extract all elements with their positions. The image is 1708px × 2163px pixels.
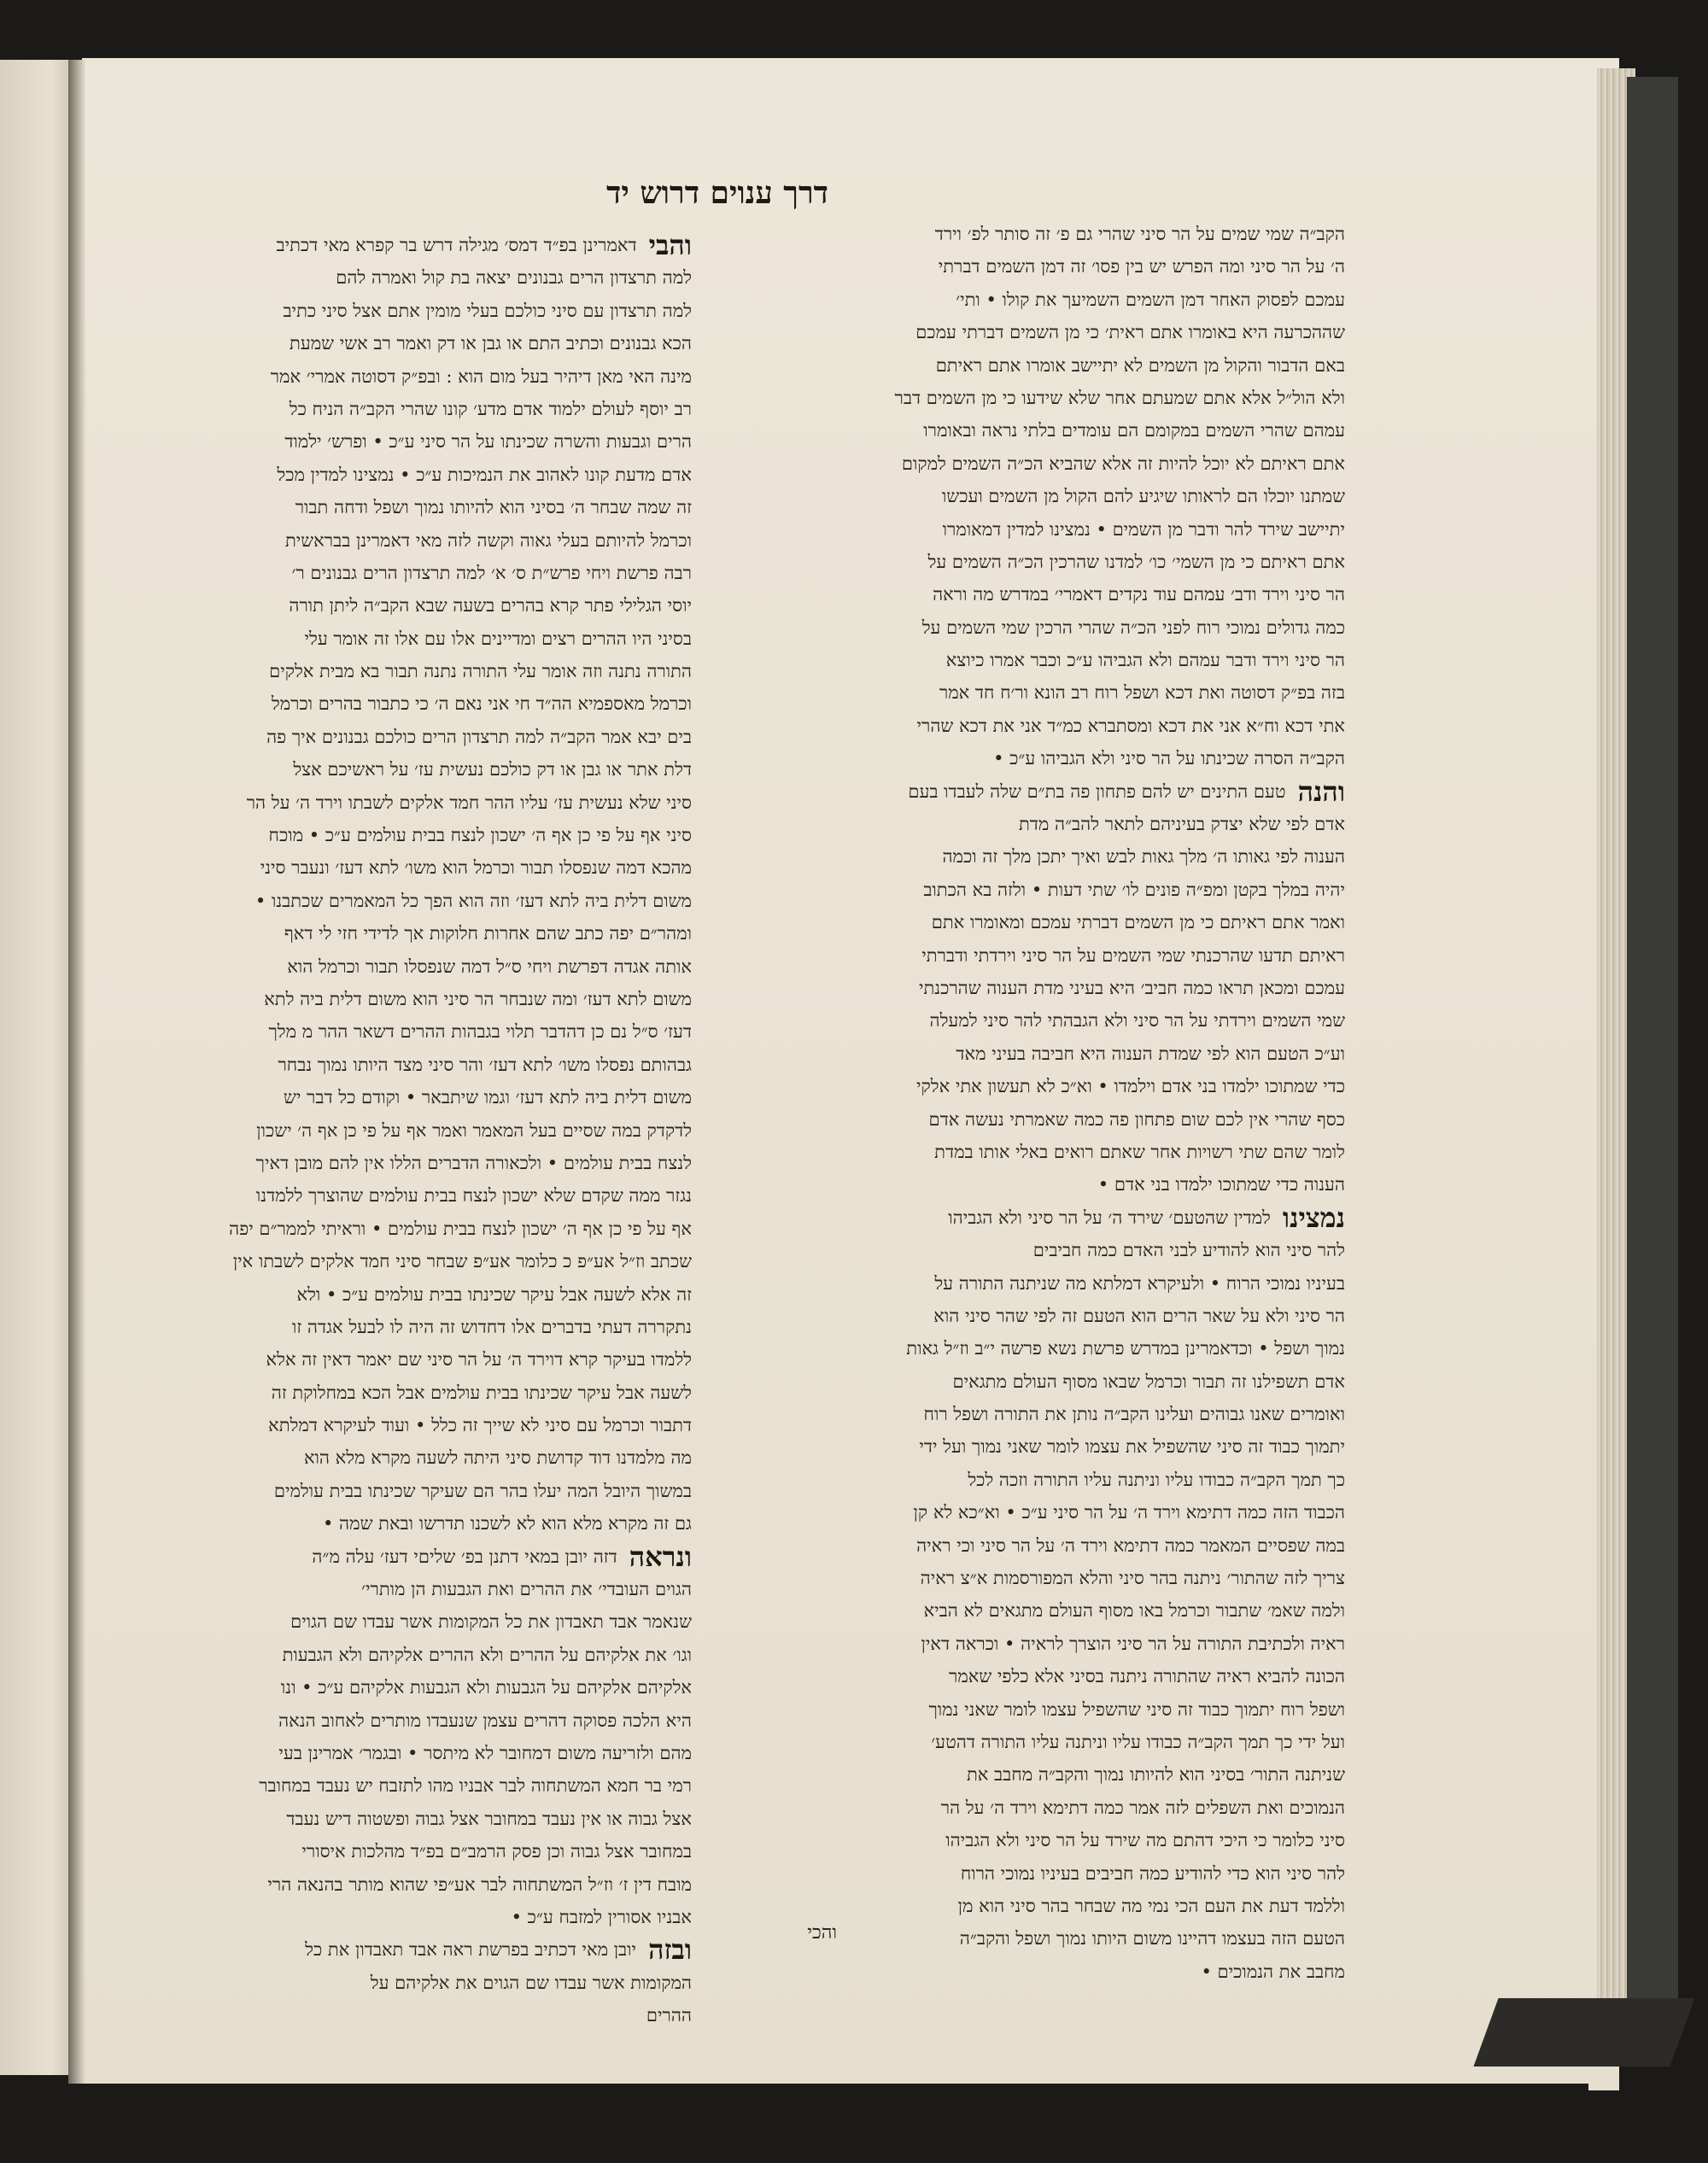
line-text: שנאמר אבד תאבדון את כל המקומות אשר עבדו שם הגוים xyxy=(290,1611,692,1633)
text-line xyxy=(730,742,1345,775)
line-text: אדם לפי שלא יצדק בעיניהם לתאר להב״ה מדת xyxy=(1018,814,1345,835)
line-text: וע״כ הטעם הוא לפי שמדת הענוה היא חביבה בעיני מאד xyxy=(956,1043,1345,1064)
line-text: בזה בפ״ק דסוטה ואת דכא ושפל רוח רב הונא ור׳ח חד אמר xyxy=(939,682,1345,704)
line-text: עמכם לפסוק האחר דמן השמים השמיעך את קולו • ותי׳ xyxy=(956,289,1345,310)
line-text: כמה גדולים נמוכי רוח לפני הכ״ה שהרי הרכין שמי השמים על xyxy=(921,617,1345,638)
line-text: להר סיני הוא להודיע לבני האדם כמה חביבים xyxy=(1032,1240,1345,1261)
book-binding-corner xyxy=(1473,1998,1694,2067)
line-text: אתם ראיתם לא יוכל להיות זה אלא שהביא הכ״ה השמים למקום xyxy=(901,453,1345,474)
text-line xyxy=(137,1311,692,1343)
line-text: מהכא דמה שנפסלו תבור וכרמל הוא משו׳ לתא דעז׳ ונעבר סיני xyxy=(260,857,692,879)
line-text: ולא הול״ל אלא אתם שמעתם אחר שלא שידעו כי מן השמים דבר xyxy=(894,387,1345,408)
line-text: מה מלמדנו דוד קדושת סיני היתה לשעה מקרא מלא הוא xyxy=(303,1447,692,1469)
text-line xyxy=(730,1168,1345,1201)
text-line xyxy=(730,710,1345,742)
text-line xyxy=(137,721,692,753)
text-line xyxy=(730,1693,1345,1726)
line-text: וכרמל להיותם בעלי גאוה וקשה לזה מאי דאמרינן בבראשית xyxy=(284,529,692,551)
text-line xyxy=(137,1409,692,1441)
text-line xyxy=(730,1726,1345,1758)
text-line xyxy=(730,1955,1345,1988)
text-line xyxy=(730,906,1345,938)
text-line xyxy=(730,480,1345,512)
line-text: וללמד דעת את העם הכי נמי מה שבחר בהר סיני הוא מן xyxy=(957,1895,1345,1916)
text-line xyxy=(730,349,1345,382)
line-text: וגו׳ את אלקיהם על ההרים ולא ההרים אלקיהם ולא הגבעות xyxy=(282,1644,692,1665)
line-text: אתם ראיתם כי מן השמי׳ כו׳ למדנו שהרכין הכ״ה השמים על xyxy=(927,551,1345,572)
text-line xyxy=(730,1430,1345,1463)
line-text: בים יבא אמר הקב״ה למה תרצדון הרים כולכם גבנונים איך פה xyxy=(266,726,692,747)
text-line xyxy=(137,1639,692,1671)
line-text: ה׳ על הר סיני ומה הפרש יש בין פסו׳ זה דמן השמים דברתי xyxy=(938,256,1345,278)
text-line xyxy=(730,1332,1345,1365)
text-line xyxy=(730,1594,1345,1627)
text-line xyxy=(137,851,692,884)
line-text: מהם ולזריעה משום דמחובר לא מיתסר • ובגמר׳ אמרינן בעי xyxy=(278,1742,692,1763)
line-text: למדין שהטעם׳ שירד ה׳ על הר סיני ולא הגביהו xyxy=(948,1207,1271,1228)
text-line xyxy=(137,1245,692,1277)
text-line xyxy=(730,1562,1345,1594)
line-text: מינה האי מאן דיהיר בעל מום הוא : ובפ״ק דסוטה אמרי׳ אמר xyxy=(270,365,692,387)
line-text: אדם מדעת קונו לאהוב את הנמיכות ע״כ • נמצינו למדין מכל xyxy=(277,464,692,485)
text-line xyxy=(137,1540,692,1573)
text-line xyxy=(730,874,1345,906)
text-line xyxy=(137,1835,692,1868)
text-line xyxy=(730,1496,1345,1529)
text-line xyxy=(137,623,692,655)
text-line xyxy=(730,1824,1345,1856)
text-line xyxy=(137,1114,692,1147)
text-line xyxy=(137,1671,692,1704)
line-text: סיני שלא נעשית עז׳ עליו ההר חמד אלקים לשבתו וירד ה׳ על הר xyxy=(246,792,692,813)
text-line xyxy=(137,655,692,687)
text-line xyxy=(730,1038,1345,1070)
text-line xyxy=(137,327,692,360)
line-text: במשוך היובל המה יעלו בהר הם שעיקר שכינתו בבית עולמים xyxy=(273,1480,692,1501)
line-text: בעיניו נמוכי הרוח • ולעיקרא דמלתא מה שניתנה התורה על xyxy=(934,1272,1345,1294)
line-text: שכתב וז״ל אע״פ כ כלומר אע״פ שבחר סיני חמד אלקים לשבתו אין xyxy=(232,1251,692,1272)
text-line xyxy=(730,808,1345,840)
line-text: במחובר אצל גבוה וכן פסק הרמב״ם בפ״ד מהלכות איסורי xyxy=(301,1841,692,1862)
line-text: משום דלית ביה לתא דעז׳ וזה הוא הפך כל המאמרים שכתבנו • xyxy=(254,890,692,911)
line-text: זה אלא לשעה אבל עיקר שכינתו בבית עולמים ע״כ • ולא xyxy=(296,1283,692,1305)
line-text: הר סיני וירד ודב׳ עמהם עוד נקדים דאמרי׳ במדרש מה וראה xyxy=(933,584,1345,605)
text-line xyxy=(730,578,1345,611)
text-line xyxy=(137,1605,692,1638)
text-line xyxy=(137,1475,692,1507)
line-text: יתיישב שירד להר ודבר מן השמים • נמצינו למדין דמאומרו xyxy=(942,518,1345,540)
text-line xyxy=(730,1758,1345,1791)
line-text: אבניו אסורין למזבח ע״כ • xyxy=(511,1906,692,1927)
line-text: רמי בר חמא המשתחוה לבר אבניו מהו לתזבח יש נעבד במחובר xyxy=(259,1775,692,1797)
paragraph-opener: ובזה xyxy=(648,1933,692,1967)
text-line xyxy=(730,644,1345,676)
text-line xyxy=(730,1857,1345,1890)
line-text: הר סיני וירד ודבר עמהם ולא הגביהו ע״כ וכבר אמרו כיוצא xyxy=(945,650,1345,671)
line-text: בסיני היו ההרים רצים ומדיינים אלו עם אלו זה אומר עלי xyxy=(304,628,692,649)
text-line xyxy=(137,1901,692,1933)
text-line xyxy=(137,1704,692,1737)
line-text: אלקיהם אלקיהם על הגבעות ולא הגבעות אלקיהם ע״כ • ונו xyxy=(280,1677,692,1698)
text-line xyxy=(137,1769,692,1802)
page-gutter xyxy=(68,60,85,2084)
text-line xyxy=(137,1868,692,1901)
text-line xyxy=(137,229,692,261)
line-text: הכא גבנונים וכתיב התם או גבן או דק ואמר רב אשי שמעת xyxy=(290,333,692,354)
text-line xyxy=(137,1147,692,1179)
text-line xyxy=(730,1660,1345,1692)
text-line xyxy=(730,939,1345,972)
text-line xyxy=(730,676,1345,709)
text-line xyxy=(730,1529,1345,1562)
catchword: והכי xyxy=(807,1922,837,1944)
line-text: ללמדו בעיקר קרא דוירד ה׳ על הר סיני שם יאמר דאין זה אלא xyxy=(266,1349,692,1371)
line-text: עמכם ומכאן תראו כמה חביב׳ היא בעיני מדת הענוה שהרכנתי xyxy=(918,977,1345,998)
text-line xyxy=(730,1267,1345,1300)
text-line xyxy=(137,393,692,425)
text-line xyxy=(730,1103,1345,1136)
line-text: ואומרים שאנו גבוהים ועלינו הקב״ה נותן את התורה ושפל רוח xyxy=(923,1404,1345,1425)
line-text: דלת אתר או גבן או דק כולכם נעשית עז׳ על ראשיכם אצל xyxy=(293,759,692,780)
line-text: יוסי הגלילי פתר קרא בהרים בשעה שבא הקב״ה ליתן תורה xyxy=(289,595,692,617)
text-line xyxy=(730,1070,1345,1102)
text-line xyxy=(137,1377,692,1409)
text-line xyxy=(137,1015,692,1048)
text-line xyxy=(730,250,1345,283)
line-text: הטעם הזה בעצמו דהיינו משום היותו נמוך ושפל והקב״ה xyxy=(959,1928,1345,1950)
line-text: רב יוסף לעולם ילמוד אדם מדע׳ קונו שהרי הקב״ה הניח כל xyxy=(289,398,692,419)
line-text: משום לתא דעז׳ ומה שנבחר הר סיני הוא משום דלית ביה לתא xyxy=(264,988,692,1009)
text-line xyxy=(730,1136,1345,1168)
line-text: למה תרצדון עם סיני כולכם בעלי מומין אתם אצל סיני כתיב xyxy=(283,300,692,321)
line-text: עמהם שהרי השמים במקומם הם עומדים בלתי נראה ובאומרו xyxy=(923,420,1345,441)
text-line xyxy=(730,611,1345,644)
line-text: נתקררה דעתי בדברים אלו דחדוש זה היה לו לבעל אגדה זו xyxy=(292,1316,692,1337)
text-line xyxy=(730,1201,1345,1234)
text-line xyxy=(730,414,1345,447)
text-line xyxy=(730,1300,1345,1332)
line-text: לשעה אבל עיקר שכינתו בבית עולמים אבל הכא במחלוקת זה xyxy=(271,1382,692,1403)
line-text: יתמוך כבוד זה סיני שהשפיל את עצמו לומר שאני נמוך ועל ידי xyxy=(919,1436,1345,1458)
text-line xyxy=(137,459,692,491)
line-text: הר סיני ולא על שאר הרים הוא הטעם זה לפי שהר סיני הוא xyxy=(933,1305,1345,1326)
running-head: דרך ענוים דרוש יד xyxy=(606,175,828,211)
book-binding xyxy=(1627,77,1678,2041)
text-line xyxy=(137,819,692,851)
line-text: גם זה מקרא מלא הוא לא לשכנו תדרשו ובאת שמה • xyxy=(323,1513,692,1535)
text-line xyxy=(137,1967,692,1999)
text-line xyxy=(137,1081,692,1114)
text-line xyxy=(730,972,1345,1004)
text-line xyxy=(137,1999,692,2031)
paragraph-opener: והנה xyxy=(1297,775,1345,808)
text-line xyxy=(137,983,692,1015)
line-text: הקב״ה הסרה שכינתו על הר סיני ולא הגביהו ע״כ • xyxy=(993,748,1345,769)
left-column xyxy=(137,229,692,2031)
line-text: ושפל רוח יתמוך כבוד זה סיני שהשפיל עצמו לומר שאני נמוך xyxy=(928,1698,1345,1720)
text-line xyxy=(137,425,692,458)
line-text: דאמרינן בפ״ד דמס׳ מגילה דרש בר קפרא מאי דכתיב xyxy=(276,235,637,255)
text-line xyxy=(137,1049,692,1081)
line-text: לומר שהם שתי רשויות אחר שאתם רואים באלי אותו במדת xyxy=(934,1141,1345,1162)
text-line xyxy=(137,1213,692,1245)
line-text: דתבור וכרמל עם סיני לא שייך זה כלל • ועוד לעיקרא דמלתא xyxy=(268,1415,692,1436)
line-text: זה שמה שבחר ה׳ בסיני הוא להיותו נמוך ושפל ודחה תבור xyxy=(295,497,692,518)
line-text: יובן מאי דכתיב בפרשת ראה אבד תאבדון את כל xyxy=(305,1939,637,1961)
line-text: הנמוכים ואת השפלים לזה אמר כמה דתימא וירד ה׳ על הר xyxy=(940,1797,1345,1818)
line-text: ומהר״ם יפה כתב שהם אחרות חלוקות אך לדידי חזי לי דאף xyxy=(284,923,692,944)
line-text: וכרמל מאספמיא הה״ד חי אני נאם ה׳ כי כתבור בהרים וכרמל xyxy=(271,693,692,715)
text-line xyxy=(730,775,1345,808)
line-text: למה תרצדון הרים גבנונים יצאה בת קול ואמרה להם xyxy=(336,267,692,289)
line-text: היא הלכה פסוקה דהרים עצמן שנעבדו מותרים לאחוב הנאה xyxy=(278,1710,692,1731)
text-line xyxy=(137,295,692,327)
line-text: אתי דכא וח״א אני את דכא ומסתברא כמ״ד אני את דכא שהרי xyxy=(916,715,1345,736)
text-line xyxy=(730,1004,1345,1037)
line-text: להר סיני הוא כדי להודיע כמה חביבים בעיניו נמוכי הרוח xyxy=(960,1862,1345,1884)
text-line xyxy=(137,885,692,917)
line-text: ההרים xyxy=(646,2005,692,2026)
line-text: סיני כלומר כי היכי דהתם מה שירד על הר סיני ולא הגביהו xyxy=(945,1830,1345,1851)
line-text: הכבוד הזה כמה דתימא וירד ה׳ על הר סיני ע״כ • וא״כא לא קן xyxy=(913,1502,1345,1523)
left-page-fragment xyxy=(0,60,73,2075)
text-line xyxy=(137,589,692,622)
line-text: נמוך ושפל • וכדאמרינן במדרש פרשת נשא פרשה י״ב וז״ל גאות xyxy=(906,1338,1345,1359)
line-text: שניתנה התור׳ בסיני הוא להיותו נמוך והקב״ה מחבב את xyxy=(966,1764,1345,1786)
line-text: במה שפסיים המאמר כמה דתימא וירד ה׳ על הר סיני וכי ראיה xyxy=(916,1535,1345,1556)
line-text: טעם התינים יש להם פתחון פה בת״ם שלה לעבדו בעם xyxy=(908,780,1286,802)
line-text: באם הדבור והקול מן השמים לא יתיישב אומרו אתם ראיתם xyxy=(935,354,1345,376)
text-line xyxy=(730,1234,1345,1266)
text-line xyxy=(137,524,692,557)
text-line xyxy=(730,218,1345,250)
text-line xyxy=(730,1792,1345,1824)
line-text: אותה אגדה דפרשת ויחי ס״ל דמה שנפסלו תבור וכרמל הוא xyxy=(287,956,692,977)
line-text: הקב״ה שמי שמים על הר סיני שהרי גם פ׳ זה סותר לפ׳ וירד xyxy=(934,224,1345,244)
text-line xyxy=(137,1441,692,1474)
line-text: ראיה ולכתיבת התורה על הר סיני הוצרך לראיה • וכראה דאין xyxy=(921,1633,1345,1654)
text-line xyxy=(137,557,692,589)
line-text: הרים וגבעות והשרה שכינתו על הר סיני ע״כ • ופרש׳ ילמוד xyxy=(284,431,692,453)
text-line xyxy=(730,1464,1345,1496)
line-text: צריך לזה שהתור׳ ניתנה בהר סיני והלא המפורסמות א״צ ראיה xyxy=(920,1568,1345,1589)
paragraph-opener: נמצינו xyxy=(1282,1201,1345,1234)
text-line xyxy=(137,1343,692,1376)
text-line xyxy=(137,786,692,819)
text-line xyxy=(137,1803,692,1835)
line-text: שמי השמים וירדתי על הר סיני ולא הגבהתי להר סיני למעלה xyxy=(929,1010,1345,1032)
line-text: יהיה במלך בקטן ומפ״ה פונים לו׳ שתי דעות • ולזה בא הכתוב xyxy=(923,879,1345,900)
line-text: שההכרעה היא באומרו אתם ראית׳ כי מן השמים דברתי עמכם xyxy=(915,322,1345,343)
line-text: ולמה שאמ׳ שתבור וכרמל באו מסוף העולם מתגאים לא הביא xyxy=(923,1600,1345,1622)
line-text: דזה יובן במאי דתנן בפ׳ שליםי דעז׳ עלה מ״ה xyxy=(312,1546,617,1567)
text-line xyxy=(730,840,1345,873)
text-line xyxy=(137,360,692,393)
scan-shadow xyxy=(51,2084,1588,2163)
text-line xyxy=(730,1365,1345,1398)
text-line xyxy=(730,1890,1345,1922)
text-line xyxy=(730,546,1345,578)
line-text: אדם תשפילנו זה תבור וכרמל שבאו מסוף העולם מתגאים xyxy=(952,1371,1345,1392)
line-text: סיני אף על פי כן אף ה׳ ישכון לנצח בבית עולמים ע״כ • מוכח xyxy=(268,825,692,846)
text-line xyxy=(730,284,1345,316)
line-text: נגזר ממה שקדם שלא ישכון לנצח בבית עולמים שהוצרך ללמדנו xyxy=(255,1185,692,1207)
text-line xyxy=(730,316,1345,348)
line-text: ועל ידי כך תמך הקב״ה כבודו עליו וניתנה עליו התורה דהטע׳ xyxy=(931,1731,1345,1752)
line-text: המקומות אשר עבדו שם הגוים את אלקיהם על xyxy=(370,1972,692,1993)
line-text: כסף שהרי אין לכם שום פתחון פה כמה שאמרתי נעשה אדם xyxy=(928,1108,1345,1130)
text-line xyxy=(137,261,692,294)
right-column xyxy=(730,218,1345,1988)
paragraph-opener: ונראה xyxy=(629,1540,692,1573)
line-text: רבה פרשת ויחי פרש״ת ס׳ א׳ למה תרצדון הרים גבנונים ר׳ xyxy=(291,562,692,583)
text-line xyxy=(137,1737,692,1769)
line-text: מחבב את הנמוכים • xyxy=(1201,1961,1345,1982)
text-line xyxy=(730,447,1345,480)
text-line xyxy=(137,1507,692,1540)
line-text: לדקדק במה שסיים בעל המאמר ואמר אף על פי כן אף ה׳ ישכון xyxy=(256,1119,692,1141)
line-text: גבהותם נפסלו משו׳ לתא דעז׳ והר סיני מצד היותו נמוך נבחר xyxy=(278,1054,692,1075)
paragraph-opener: והבי xyxy=(648,229,692,261)
text-line xyxy=(137,917,692,950)
text-line xyxy=(730,513,1345,546)
line-text: ראיתם תדעו שהרכנתי שמי השמים על הר סיני וירדתי ודברתי xyxy=(921,944,1345,966)
line-text: כך תמך הקב״ה כבודו עליו וניתנה עליו התורה וזכה לכל xyxy=(968,1469,1345,1490)
line-text: לנצח בבית עולמים • ולכאורה הדברים הללו אין להם מובן דאיך xyxy=(255,1152,692,1173)
text-line xyxy=(730,1398,1345,1430)
line-text: דעז׳ ס״ל נם כן דהדבר תלוי בגבהות ההרים דשאר ההר מ מלך xyxy=(268,1021,692,1043)
text-line xyxy=(137,1278,692,1311)
line-text: כדי שמתוכו ילמדו בני אדם וילמדו • וא״כ לא תעשון אתי אלקי xyxy=(916,1076,1345,1097)
line-text: אצל גבוה או אין נעבד במחובר אצל גבוה ופשטוה דיש נעבד xyxy=(286,1808,692,1829)
line-text: אף על פי כן אף ה׳ ישכון לנצח בבית עולמים • וראיתי לממר״ם יפה xyxy=(229,1218,692,1239)
line-text: הגוים העובדי׳ את ההרים ואת הגבעות הן מותרי׳ xyxy=(361,1579,692,1600)
line-text: משום דלית ביה לתא דעז׳ וגמו שיתבאר • וקודם כל דבר יש xyxy=(283,1087,692,1108)
text-line xyxy=(137,491,692,523)
line-text: שמתנו יוכלו הם לראותו שיגיע להם הקול מן השמים ועכשו xyxy=(941,486,1345,507)
line-text: הענוה לפי גאותו ה׳ מלך גאות לבש ואיך יתכן מלך זה וכמה xyxy=(942,846,1345,868)
text-line xyxy=(137,1179,692,1212)
text-line xyxy=(137,753,692,786)
line-text: ואמר אתם ראיתם כי מן השמים דברתי עמכם ומאומרו אתם xyxy=(931,912,1345,933)
text-line xyxy=(137,1933,692,1966)
text-line xyxy=(137,1573,692,1605)
line-text: הכונה להביא ראיה שהתורה ניתנה בסיני אלא כלפי שאמר xyxy=(949,1666,1345,1687)
text-line xyxy=(730,382,1345,414)
text-line xyxy=(137,950,692,983)
text-line xyxy=(137,687,692,720)
text-line xyxy=(730,1628,1345,1660)
line-text: הענוה כדי שמתוכו ילמדו בני אדם • xyxy=(1097,1174,1345,1195)
line-text: מובח דין ז׳ וז״ל המשתחוה לבר אע״פי שהוא מותר בהנאה הרי xyxy=(267,1874,692,1895)
line-text: התורה נתנה וזה אומר עלי התורה נתנה תבור בא מבית אלקים xyxy=(269,661,692,682)
